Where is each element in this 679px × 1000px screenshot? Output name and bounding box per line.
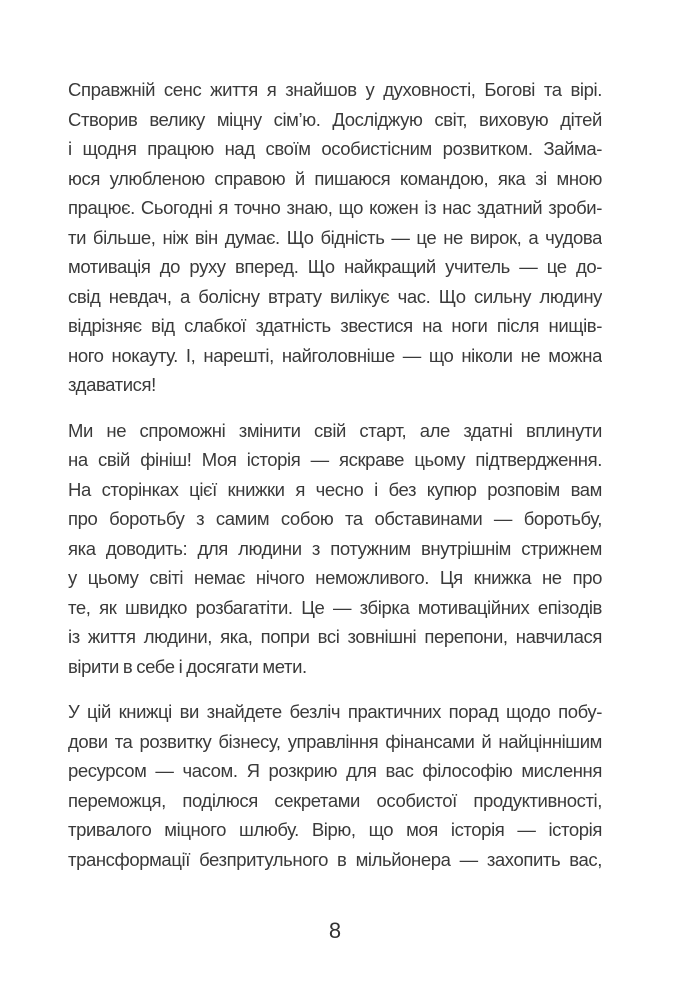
text-line: у цьому світі немає нічого неможливого. Ця книжка не про <box>68 567 602 588</box>
text-line: юся улюбленою справою й пишаюся командою, яка зі мною <box>68 167 602 189</box>
text-line: Створив велику міцну сім’ю. Досліджую світ, виховую дітей <box>68 108 602 130</box>
text-line: У цій книжці ви знайдете безліч практичних порад щодо побу- <box>68 701 602 722</box>
text-line: ресурсом — часом. Я розкрию для вас філософію мислення <box>68 760 602 781</box>
paragraph <box>68 75 602 400</box>
page-number: 8 <box>328 918 342 943</box>
text-line: про боротьбу з самим собою та обставинами — боротьбу, <box>68 508 602 529</box>
text-line: трансформації безпритульного в мільйонера — захопить вас, <box>68 848 602 870</box>
text-line: вірити в себе і досягати мети. <box>68 655 307 677</box>
text-line: ного нокауту. І, нарешті, найголовніше — що ніколи не можна <box>68 344 602 366</box>
text-line: із життя людини, яка, попри всі зовнішні перепони, навчилася <box>68 626 602 647</box>
text-line: яка доводить: для людини з потужним внутрішнім стрижнем <box>68 537 602 559</box>
text-line: ти більше, ніж він думає. Що бідність — це не вирок, а чудова <box>68 226 602 248</box>
text-line: мотивація до руху вперед. Що найкращий учитель — це до- <box>68 256 602 277</box>
text-line: Ми не спроможні змінити свій старт, але здатні вплинути <box>68 419 602 441</box>
text-line: переможця, поділюся секретами особистої продуктивності, <box>68 789 602 811</box>
text-line: дови та розвитку бізнесу, управління фінансами й найціннішим <box>68 730 602 752</box>
text-line: Справжній сенс життя я знайшов у духовності, Богові та вірі. <box>68 79 602 100</box>
text-line: тривалого міцного шлюбу. Вірю, що моя історія — історія <box>68 819 602 840</box>
paragraph <box>68 416 602 682</box>
text-line: те, як швидко розбагатіти. Це — збірка мотиваційних епізодів <box>68 596 602 618</box>
text-line: здаватися! <box>68 374 156 395</box>
page-text <box>68 75 602 890</box>
text-line: на свій фініш! Моя історія — яскраве цьому підтвердження. <box>68 449 602 470</box>
text-line: працює. Сьогодні я точно знаю, що кожен із нас здатний зроби- <box>68 197 602 218</box>
text-line: свід невдач, а болісну втрату вилікує час. Що сильну людину <box>68 285 602 307</box>
text-line: відрізняє від слабкої здатність звестися на ноги після нищів- <box>68 315 602 336</box>
text-line: і щодня працюю над своїм особистісним розвитком. Займа- <box>68 138 602 159</box>
paragraph <box>68 697 602 874</box>
text-line: На сторінках цієї книжки я чесно і без купюр розповім вам <box>68 478 602 500</box>
